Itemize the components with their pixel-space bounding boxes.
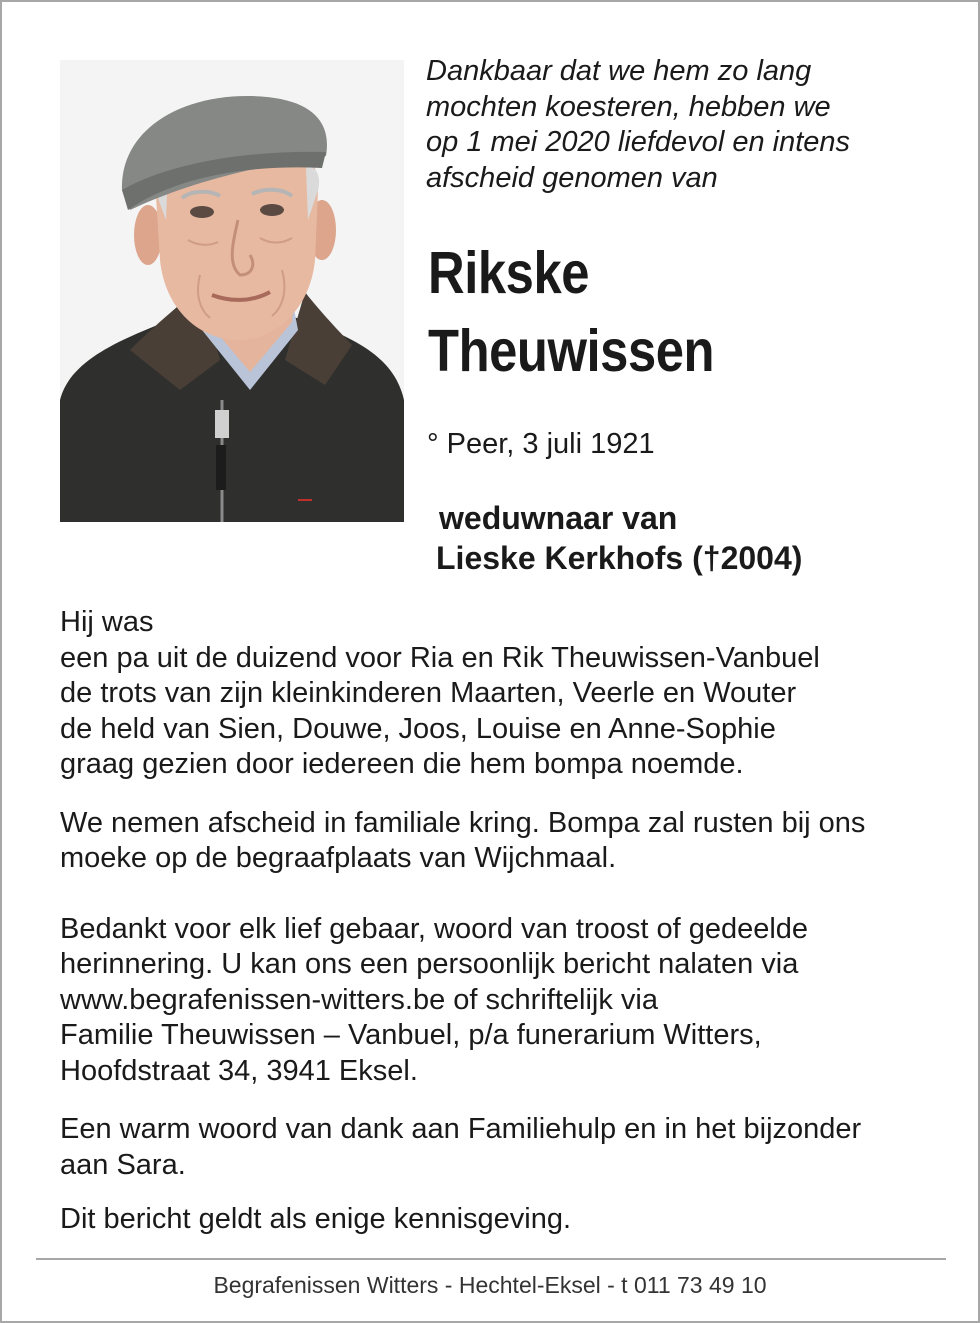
spouse-name: Lieske Kerkhofs (†2004)	[436, 540, 803, 576]
text-line: Familie Theuwissen – Vanbuel, p/a funerarium Witters,	[60, 1019, 762, 1051]
text-line: Hij was	[60, 606, 154, 638]
deceased-name	[428, 234, 714, 390]
paragraph-gratitude	[60, 1112, 940, 1183]
intro-text	[426, 54, 946, 196]
text-line: herinnering. U kan ons een persoonlijk bericht nalaten via	[60, 948, 799, 980]
text-line: de held van Sien, Douwe, Joos, Louise en Anne-Sophie	[60, 712, 776, 745]
footer-funeral-home: Begrafenissen Witters - Hechtel-Eksel - t 011 73 49 10	[213, 1272, 767, 1298]
birth-info: ° Peer, 3 juli 1921	[427, 428, 655, 460]
last-name: Theuwissen	[428, 318, 715, 384]
paragraph-farewell	[60, 806, 940, 877]
text-line: Bedankt voor elk lief gebaar, woord van troost of gedeelde	[60, 912, 809, 945]
address-line: Hoofdstraat 34, 3941 Eksel.	[60, 1054, 418, 1087]
widower-label: weduwnaar van	[439, 500, 678, 536]
portrait-photo	[60, 60, 404, 522]
paragraph-thanks	[60, 912, 940, 1090]
text-line: een pa uit de duizend voor Ria en Rik Theuwissen-Vanbuel	[60, 641, 820, 674]
text-line: Een warm woord van dank aan Familiehulp en in het bijzonder	[60, 1113, 862, 1145]
widower-info	[436, 498, 802, 578]
first-name: Rikske	[428, 240, 590, 306]
text-line: Dit bericht geldt als enige kennisgeving.	[60, 1203, 572, 1235]
website-line: www.begrafenissen-witters.be of schriftelijk via	[60, 983, 658, 1016]
notice-body	[60, 605, 940, 1238]
portrait-illustration	[60, 60, 404, 522]
text-line: aan Sara.	[60, 1148, 186, 1181]
text-line: graag gezien door iedereen die hem bompa noemde.	[60, 748, 744, 780]
footer-divider	[36, 1258, 946, 1260]
intro-line: mochten koesteren, hebben we	[426, 90, 831, 123]
paragraph-notice	[60, 1202, 940, 1238]
intro-line: op 1 mei 2020 liefdevol en intens	[426, 126, 851, 158]
intro-line: afscheid genomen van	[426, 161, 718, 194]
intro-line: Dankbaar dat we hem zo lang	[426, 55, 812, 87]
text-line: We nemen afscheid in familiale kring. Bompa zal rusten bij ons	[60, 806, 866, 839]
text-line: moeke op de begraafplaats van Wijchmaal.	[60, 842, 617, 874]
text-line: de trots van zijn kleinkinderen Maarten, Veerle en Wouter	[60, 677, 797, 709]
paragraph-family	[60, 605, 940, 783]
